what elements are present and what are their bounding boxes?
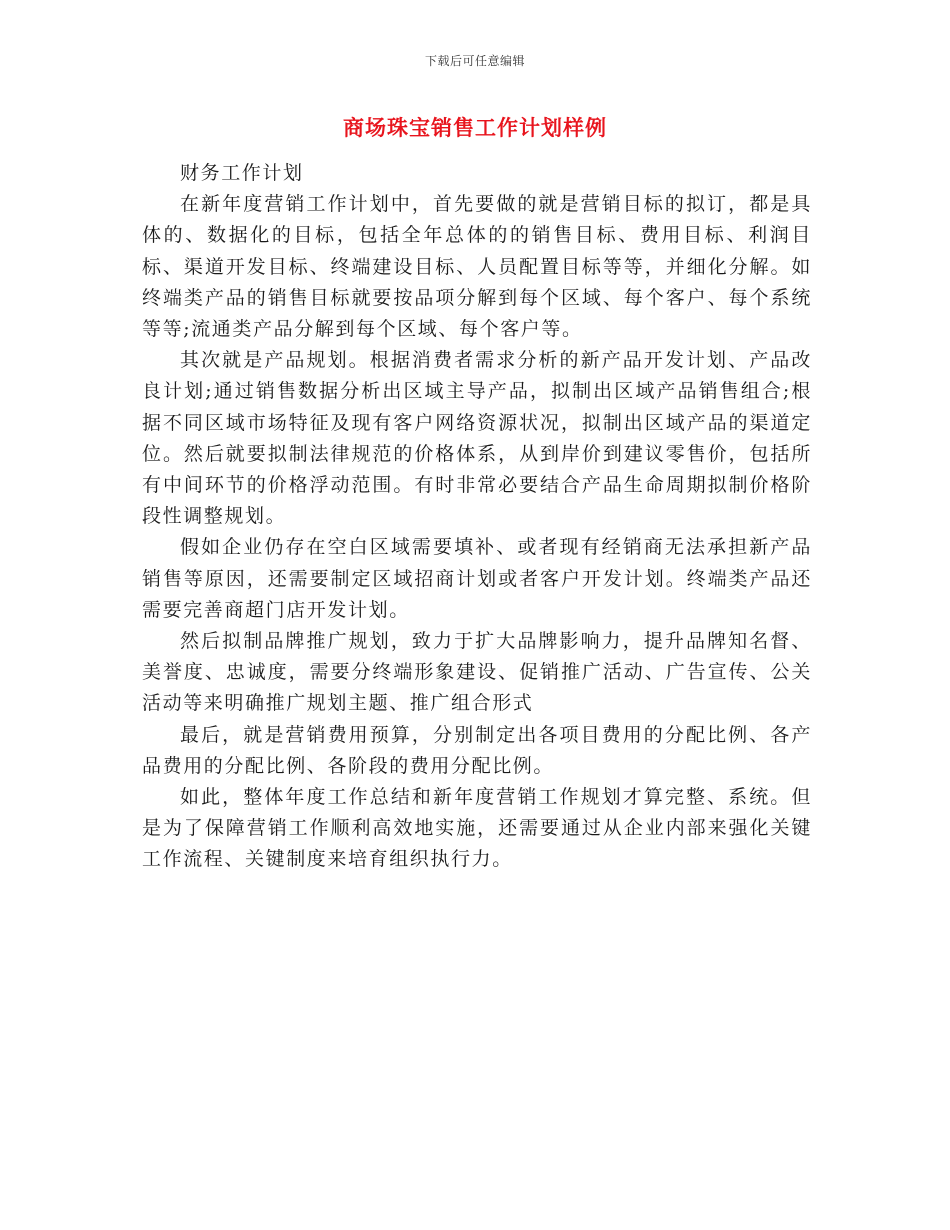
paragraph: 在新年度营销工作计划中，首先要做的就是营销目标的拟订，都是具体的、数据化的目标，包括全年总体的的销售目标、费用目标、利润目标、渠道开发目标、终端建设目标、人员配置目标等等，并细化分解。如终端类产品的销售目标就要按品项分解到每个区域、每个客户、每个系统等等;流通类产品分解到每个区域、每个客户等。 <box>142 193 812 341</box>
paragraph: 假如企业仍存在空白区域需要填补、或者现有经销商无法承担新产品销售等原因，还需要制定区域招商计划或者客户开发计划。终端类产品还需要完善商超门店开发计划。 <box>142 536 812 621</box>
document-title: 商场珠宝销售工作计划样例 <box>343 115 607 140</box>
header-note: 下载后可任意编辑 <box>424 54 525 68</box>
paragraph: 最后，就是营销费用预算，分别制定出各项目费用的分配比例、各产品费用的分配比例、各阶段的费用分配比例。 <box>142 723 812 777</box>
document-body <box>142 158 812 876</box>
paragraph: 如此，整体年度工作总结和新年度营销工作规划才算完整、系统。但是为了保障营销工作顺利高效地实施，还需要通过从企业内部来强化关键工作流程、关键制度来培育组织执行力。 <box>142 786 812 871</box>
section-heading: 财务工作计划 <box>180 162 304 184</box>
paragraph: 其次就是产品规划。根据消费者需求分析的新产品开发计划、产品改良计划;通过销售数据分析出区域主导产品，拟制出区域产品销售组合;根据不同区域市场特征及现有客户网络资源状况，拟制出区域产品的渠道定位。然后就要拟制法律规范的价格体系，从到岸价到建议零售价，包括所有中间环节的价格浮动范围。有时非常必要结合产品生命周期拟制价格阶段性调整规划。 <box>142 349 812 528</box>
paragraph: 然后拟制品牌推广规划，致力于扩大品牌影响力，提升品牌知名督、美誉度、忠诚度，需要分终端形象建设、促销推广活动、广告宣传、公关活动等来明确推广规划主题、推广组合形式 <box>142 630 812 715</box>
